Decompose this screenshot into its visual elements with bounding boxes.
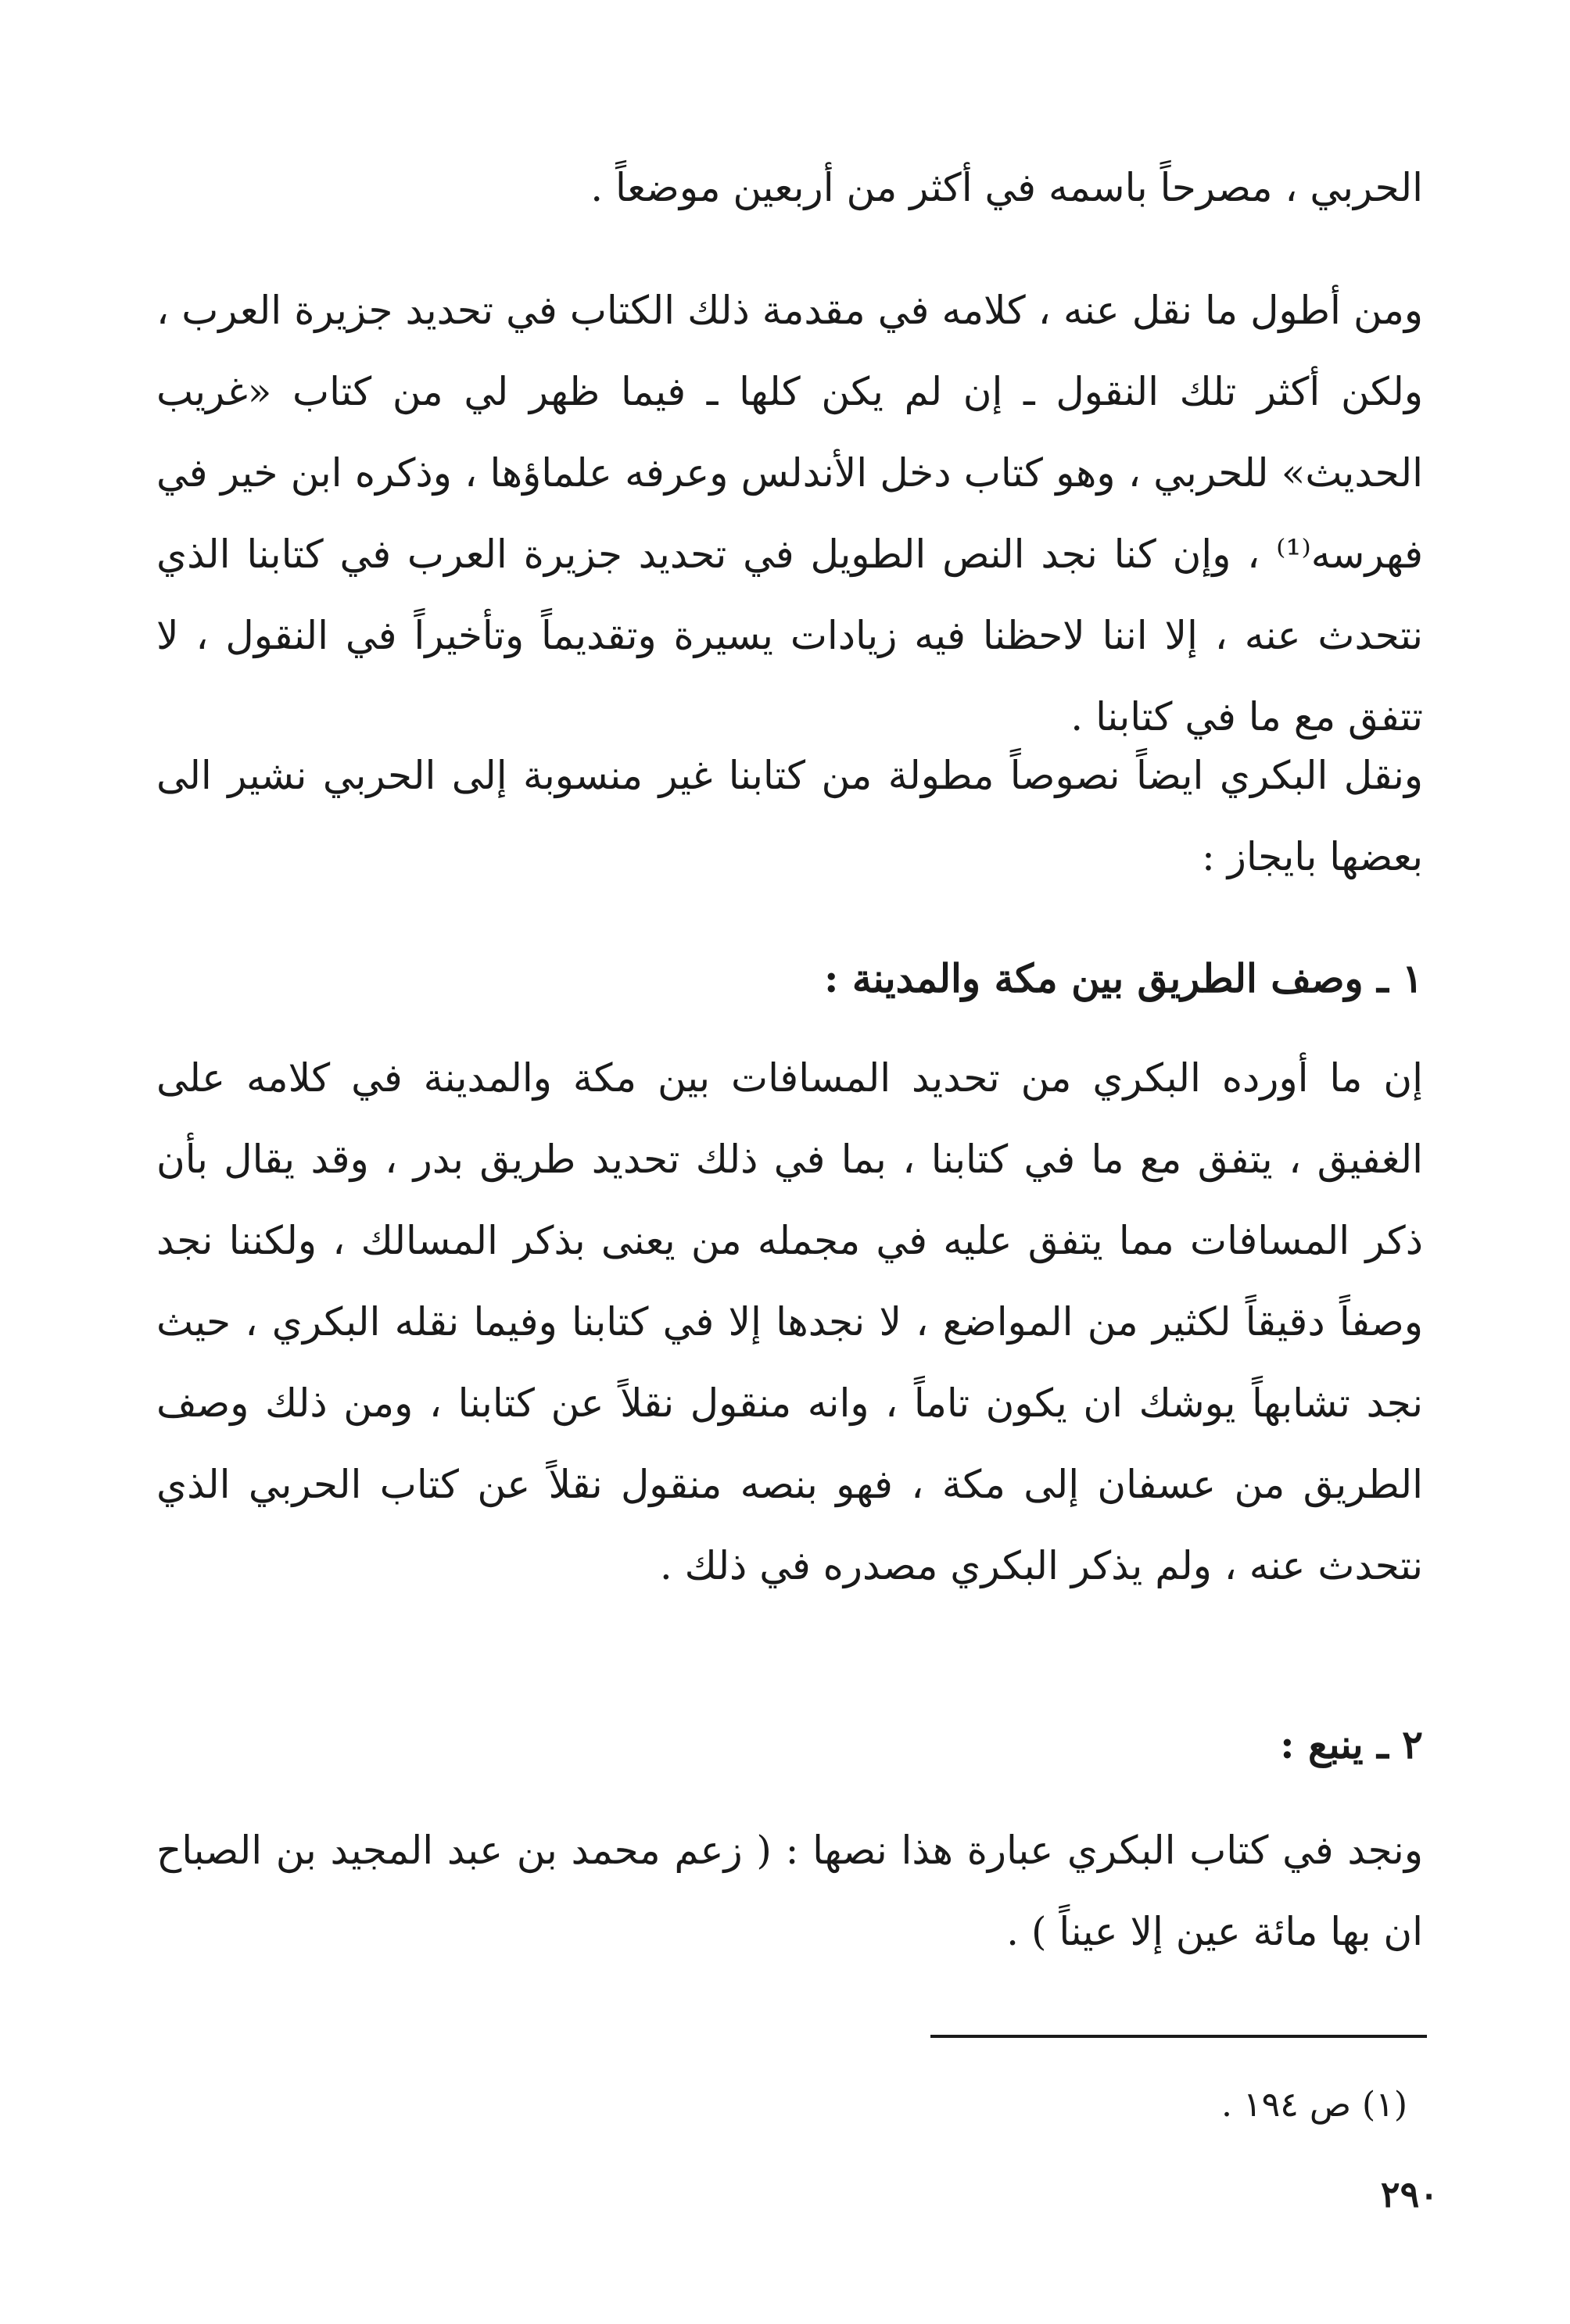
paragraph-yanbu-quote: ونجد في كتاب البكري عبارة هذا نصها : ( زعم محمد بن عبد المجيد بن الصباح ان بها مائة عين إلا عيناً ) . [156, 1828, 1423, 1954]
footnote: (١) ص ١٩٤ . [1221, 2085, 1407, 2125]
footnote-divider [930, 2035, 1427, 2038]
paragraph-quotes-from-harbi: ومن أطول ما نقل عنه ، كلامه في مقدمة ذلك الكتاب في تحديد جزيرة العرب ، ولكن أكثر تلك النقول ـ إن لم يكن كلها ـ فيما ظهر لي من كتاب «غريب الحديث» للحربي ، وهو كتاب دخل الأندلس وعرفه علماؤها ، وذكره ابن خير في فهرسه⁽¹⁾ ، وإن كنا نجد النص الطويل في تحديد جزيرة العرب في كتابنا الذي نتحدث عنه ، إلا اننا لاحظنا فيه زيادات يسيرة وتقديماً وتأخيراً في النقول ، لا تتفق مع ما في كتابنا . [156, 288, 1423, 739]
paragraph-road-description: إن ما أورده البكري من تحديد المسافات بين مكة والمدينة في كلامه على الغفيق ، يتفق مع ما في كتابنا ، بما في ذلك تحديد طريق بدر ، وقد يقال بأن ذكر المسافات مما يتفق عليه في مجمله من يعنى بذكر المسالك ، ولكننا نجد وصفاً دقيقاً لكثير من المواضع ، لا نجدها إلا في كتابنا وفيما نقله البكري ، حيث نجد تشابهاً يوشك ان يكون تاماً ، وانه منقول نقلاً عن كتابنا ، ومن ذلك وصف الطريق من عسفان إلى مكة ، فهو بنصه منقول نقلاً عن كتاب الحربي الذي نتحدث عنه ، ولم يذكر البكري مصدره في ذلك . [156, 1055, 1423, 1588]
section-heading-mecca-medina-road: ١ ـ وصف الطريق بين مكة والمدينة : [823, 955, 1423, 1001]
paragraph-continuation: الحربي ، مصرحاً باسمه في أكثر من أربعين موضعاً . [590, 165, 1423, 210]
section-heading-yanbu: ٢ ـ ينبع : [1280, 1721, 1423, 1767]
page-number: ٢٩٠ [1380, 2173, 1439, 2215]
paragraph-bakri-texts: ونقل البكري ايضاً نصوصاً مطولة من كتابنا غير منسوبة إلى الحربي نشير الى بعضها بايجاز : [156, 753, 1423, 879]
